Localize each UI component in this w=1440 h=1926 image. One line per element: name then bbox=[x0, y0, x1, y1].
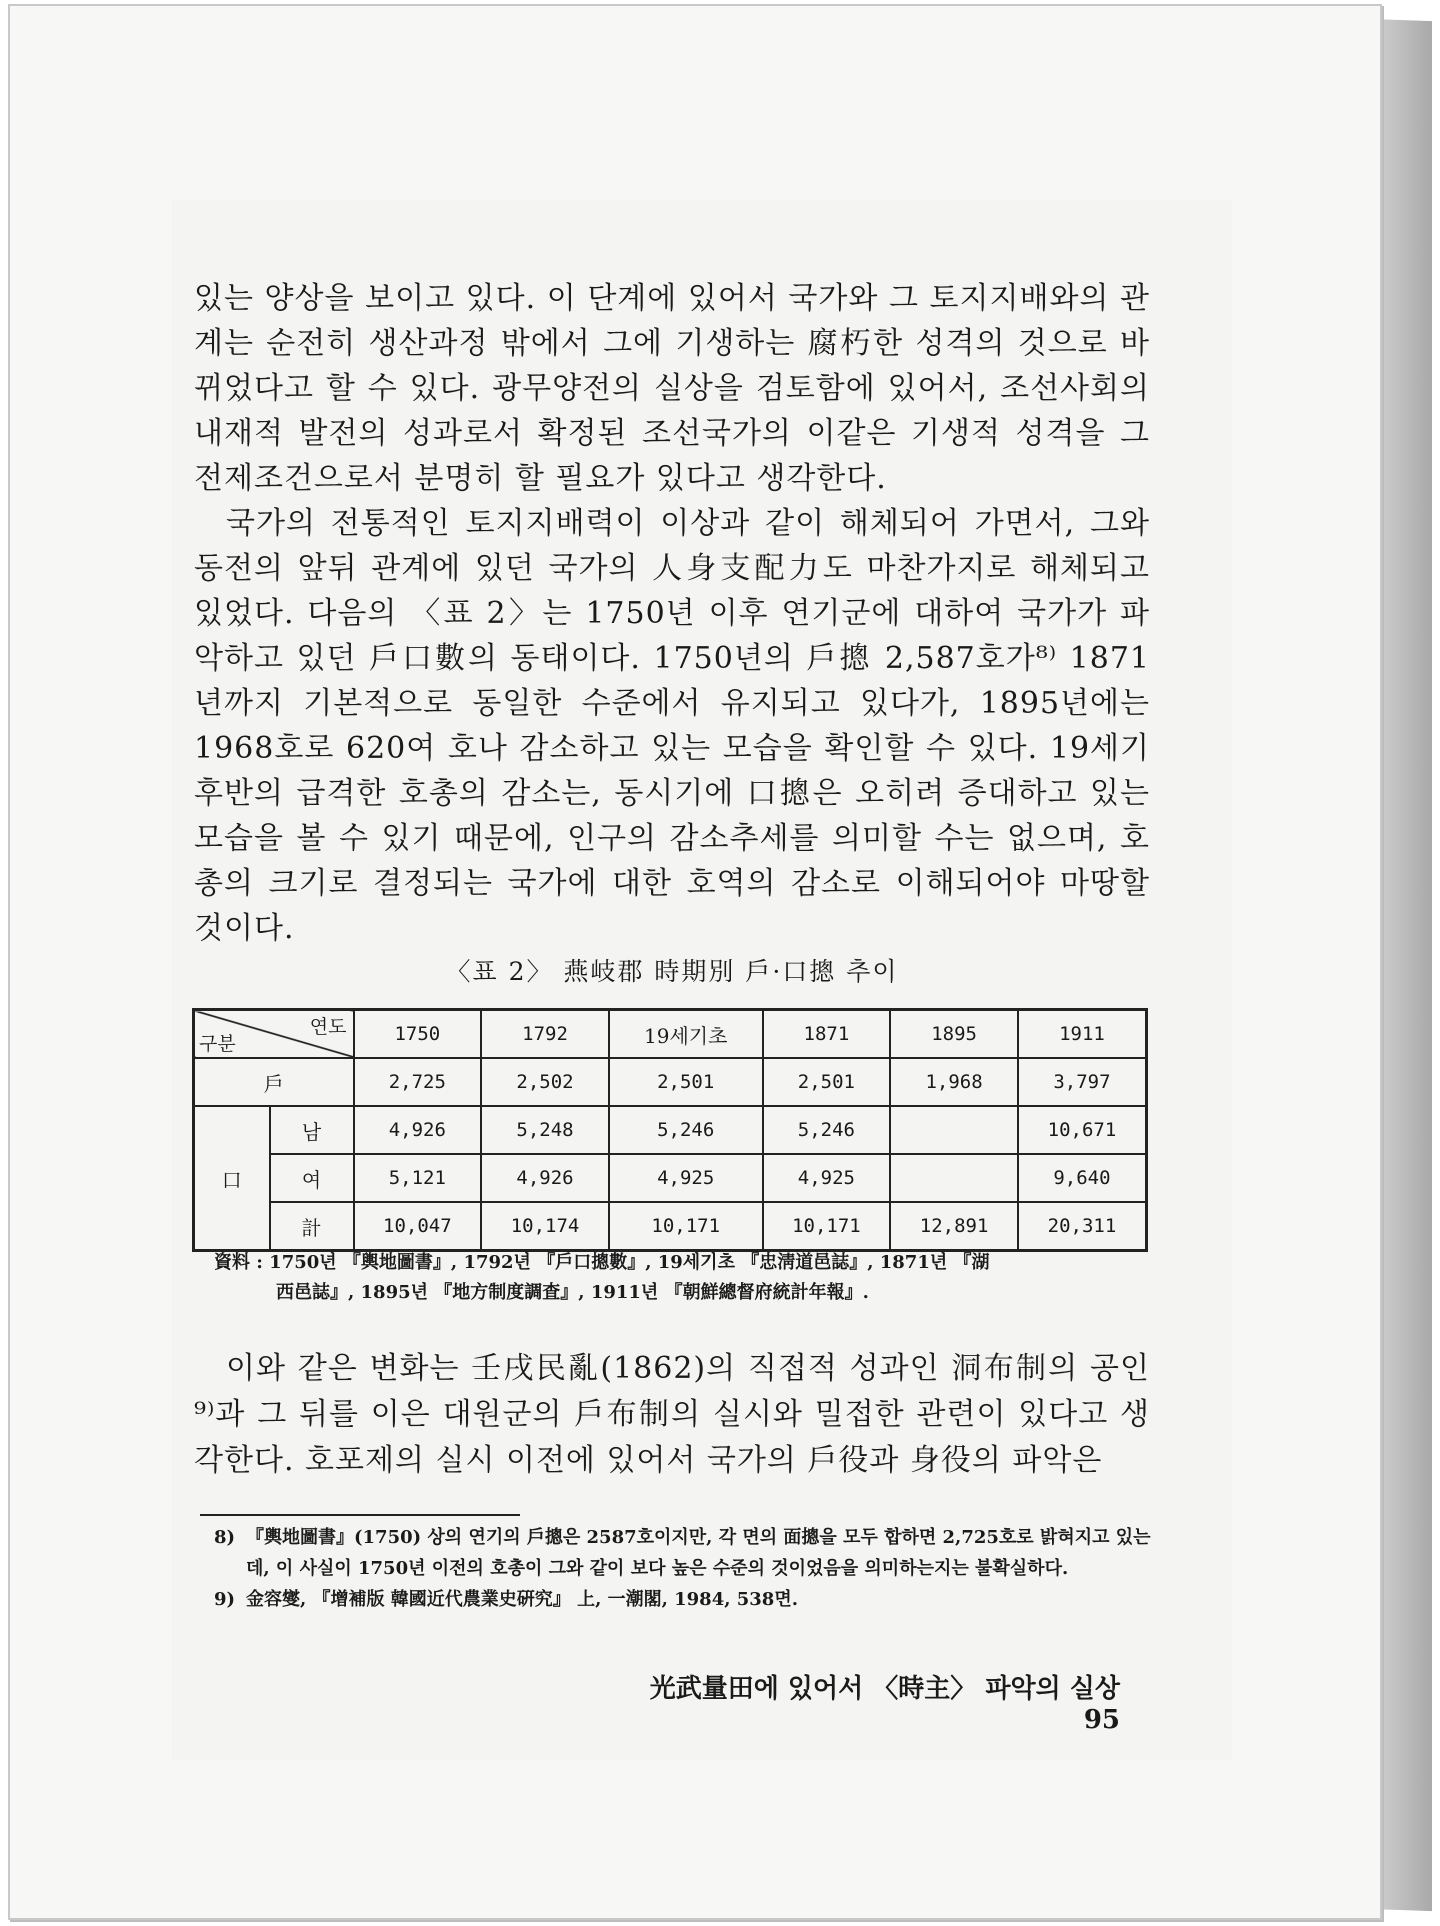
table-corner-cell bbox=[194, 1010, 354, 1059]
table-cell: 10,174 bbox=[481, 1202, 609, 1251]
table-row-male bbox=[194, 1106, 1147, 1154]
table-cell: 2,725 bbox=[354, 1058, 482, 1106]
footnote-number: 8) bbox=[214, 1527, 236, 1548]
table-cell: 10,171 bbox=[609, 1202, 763, 1251]
source-line: 西邑誌』, 1895년 『地方制度調査』, 1911년 『朝鮮總督府統計年報』. bbox=[276, 1282, 869, 1303]
table-cell: 12,891 bbox=[890, 1202, 1018, 1251]
footnote bbox=[214, 1522, 1154, 1584]
table-cell bbox=[890, 1154, 1018, 1202]
table-cell: 20,311 bbox=[1018, 1202, 1147, 1251]
paragraph-3: 이와 같은 변화는 壬戌民亂(1862)의 직접적 성과인 洞布制의 공인⁹⁾과 그 뒤를 이은 대원군의 戶布制의 실시와 밀접한 관련이 있다고 생각한다. 호포제의 실시 이전에 있어서 국가의 戶役과 身役의 파악은 bbox=[194, 1351, 1150, 1478]
footnotes bbox=[214, 1522, 1154, 1615]
year-header: 1792 bbox=[481, 1010, 609, 1059]
table-cell: 10,171 bbox=[763, 1202, 891, 1251]
table-cell: 5,246 bbox=[763, 1106, 891, 1154]
table-cell: 10,047 bbox=[354, 1202, 482, 1251]
table-cell: 2,502 bbox=[481, 1058, 609, 1106]
table-cell: 9,640 bbox=[1018, 1154, 1147, 1202]
paragraph-1: 있는 양상을 보이고 있다. 이 단계에 있어서 국가와 그 토지지배와의 관계는 순전히 생산과정 밖에서 그에 기생하는 腐朽한 성격의 것으로 바뀌었다고 할 수 있다. 광무양전의 실상을 검토함에 있어서, 조선사회의 내재적 발전의 성과로서 확정된 조선국가의 이같은 기생적 성격을 그 전제조건으로서 분명히 할 필요가 있다고 생각한다. bbox=[194, 281, 1150, 496]
running-title: 光武量田에 있어서 〈時主〉 파악의 실상 bbox=[649, 1674, 1120, 1704]
running-footer bbox=[600, 1668, 1120, 1735]
table-cell: 4,925 bbox=[763, 1154, 891, 1202]
corner-year-label: 연도 bbox=[309, 1016, 347, 1038]
body-text-bottom bbox=[194, 1346, 1150, 1484]
table-row-households bbox=[194, 1058, 1147, 1106]
page-number: 95 bbox=[1083, 1705, 1120, 1735]
paragraph-2: 국가의 전통적인 토지지배력이 이상과 같이 해체되어 가면서, 그와 동전의 앞뒤 관계에 있던 국가의 人身支配力도 마찬가지로 해체되고 있었다. 다음의 〈표 2〉는 1750년 이후 연기군에 대하여 국가가 파악하고 있던 戶口數의 동태이다. 1750년의 戶摠 2,587호가⁸⁾ 1871년까지 기본적으로 동일한 수준에서 유지되고 있다가, 1895년에는 1968호로 620여 호나 감소하고 있는 모습을 확인할 수 있다. 19세기 후반의 급격한 호총의 감소는, 동시기에 口摠은 오히려 증대하고 있는 모습을 볼 수 있기 때문에, 인구의 감소추세를 의미할 수는 없으며, 호총의 크기로 결정되는 국가에 대한 호역의 감소로 이해되어야 마땅할 것이다. bbox=[194, 506, 1150, 946]
table-cell: 2,501 bbox=[763, 1058, 891, 1106]
year-header: 19세기초 bbox=[609, 1010, 763, 1059]
footnote-divider bbox=[200, 1514, 520, 1516]
table-cell: 4,925 bbox=[609, 1154, 763, 1202]
year-header: 1871 bbox=[763, 1010, 891, 1059]
year-header: 1750 bbox=[354, 1010, 482, 1059]
table-cell: 5,121 bbox=[354, 1154, 482, 1202]
body-text-top bbox=[194, 276, 1150, 951]
footnote bbox=[214, 1584, 1154, 1615]
table-caption: 〈표 2〉 燕岐郡 時期別 戶·口摠 추이 bbox=[445, 957, 899, 986]
table-row-total bbox=[194, 1202, 1147, 1251]
row-label-male: 남 bbox=[270, 1106, 354, 1154]
table-cell: 4,926 bbox=[354, 1106, 482, 1154]
table-cell: 1,968 bbox=[890, 1058, 1018, 1106]
row-label-households: 戶 bbox=[194, 1058, 354, 1106]
table-cell: 3,797 bbox=[1018, 1058, 1147, 1106]
table-cell: 5,246 bbox=[609, 1106, 763, 1154]
footnote-text: 金容燮, 『增補版 韓國近代農業史硏究』 上, 一潮閣, 1984, 538면. bbox=[246, 1589, 798, 1610]
source-line: 資料 : 1750년 『輿地圖書』, 1792년 『戶口摠數』, 19세기초 『忠淸道邑誌』, 1871년 『湖 bbox=[214, 1252, 990, 1273]
table-cell bbox=[890, 1106, 1018, 1154]
year-header: 1895 bbox=[890, 1010, 1018, 1059]
table-cell: 5,248 bbox=[481, 1106, 609, 1154]
table-cell: 4,926 bbox=[481, 1154, 609, 1202]
table-cell: 10,671 bbox=[1018, 1106, 1147, 1154]
table-cell: 2,501 bbox=[609, 1058, 763, 1106]
table-row-female bbox=[194, 1154, 1147, 1202]
footnote-text: 『輿地圖書』(1750) 상의 연기의 戶摠은 2587호이지만, 각 면의 面摠을 모두 합하면 2,725호로 밝혀지고 있는데, 이 사실이 1750년 이전의 호총이 그와 같이 보다 높은 수준의 것이었음을 의미하는지는 불확실하다. bbox=[246, 1527, 1151, 1579]
row-group-label-population: 口 bbox=[194, 1106, 270, 1251]
household-population-table bbox=[192, 1008, 1148, 1252]
footnote-number: 9) bbox=[214, 1589, 236, 1610]
table-header-row bbox=[194, 1010, 1147, 1059]
year-header: 1911 bbox=[1018, 1010, 1147, 1059]
row-label-female: 여 bbox=[270, 1154, 354, 1202]
row-label-total: 計 bbox=[270, 1202, 354, 1251]
table-source-note bbox=[214, 1248, 1154, 1308]
corner-category-label: 구분 bbox=[199, 1033, 236, 1055]
